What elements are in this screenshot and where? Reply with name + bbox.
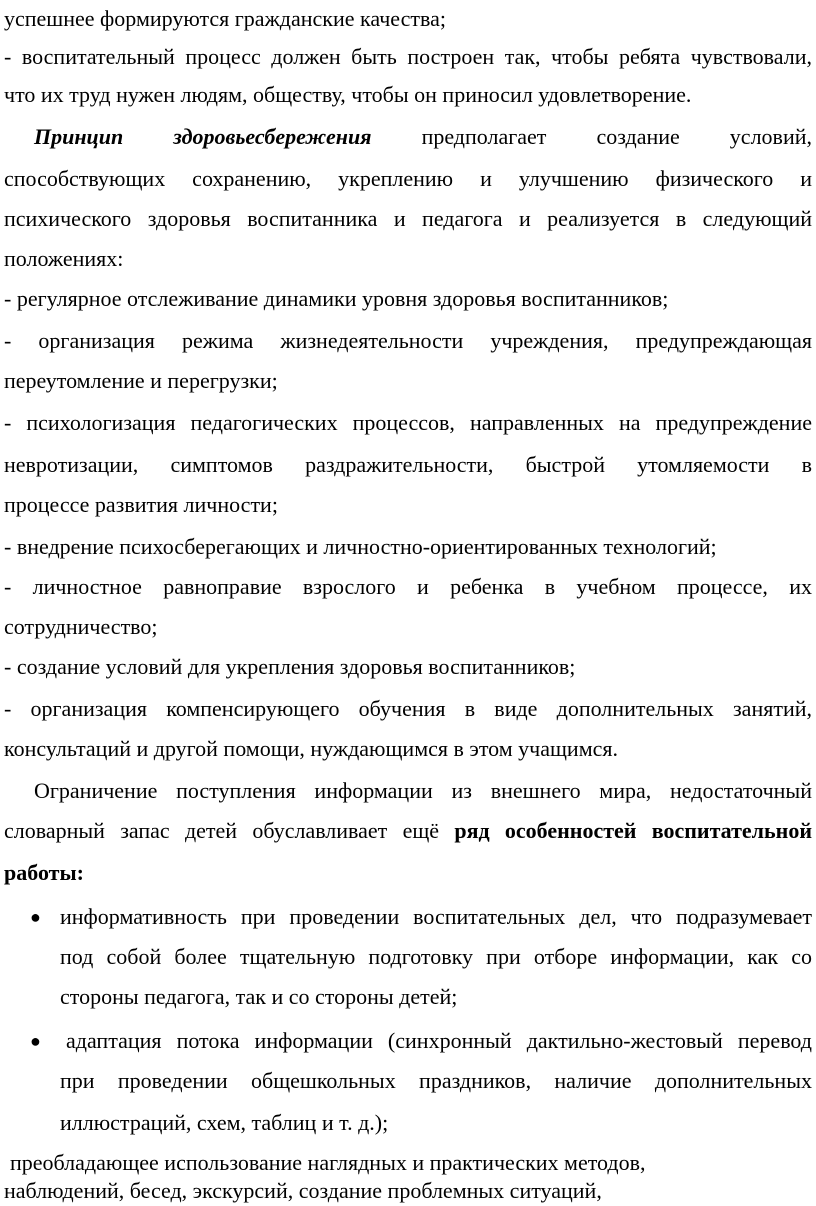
text-line: стороны педагога, так и со стороны детей; (60, 984, 458, 1009)
text-line: успешнее формируются гражданские качества; (4, 6, 446, 31)
text-fragment: словарный запас детей обуславливает ещё (4, 818, 440, 843)
bold-fragment: ряд особенностей воспитательной (454, 818, 813, 843)
bullet-icon: ● (30, 1031, 41, 1051)
text-line: - воспитательный процесс должен быть построен так, чтобы ребята чувствовали, (4, 44, 812, 69)
bullet-item: информативность при проведении воспитательных дел, что подразумевает (60, 904, 812, 929)
list-item: - личностное равноправие взрослого и ребенка в учебном процессе, их (4, 574, 812, 599)
text-line: сотрудничество; (4, 614, 158, 639)
bullet-item: адаптация потока информации (синхронный дактильно-жестовый перевод (66, 1028, 812, 1053)
text-line: что их труд нужен людям, обществу, чтобы он приносил удовлетворение. (4, 82, 692, 107)
section-label: работы: (4, 860, 84, 885)
list-item: - организация компенсирующего обучения в виде дополнительных занятий, (4, 696, 812, 721)
text-fragment: предполагает создание условий, (421, 124, 812, 149)
list-item: - психологизация педагогических процессов, направленных на предупреждение (4, 410, 812, 435)
list-item: - создание условий для укрепления здоровья воспитанников; (4, 654, 576, 679)
list-item: - регулярное отслеживание динамики уровня здоровья воспитанников; (4, 286, 669, 311)
text-line: положениях: (4, 246, 124, 271)
text-line: Ограничение поступления информации из внешнего мира, недостаточный (34, 778, 812, 803)
text-line: переутомление и перегрузки; (4, 368, 278, 393)
text-line: под собой более тщательную подготовку при отборе информации, как со (60, 944, 812, 969)
text-line: процессе развития личности; (4, 492, 278, 517)
text-line: преобладающее использование наглядных и практических методов, (10, 1150, 646, 1175)
list-item: - организация режима жизнедеятельности учреждения, предупреждающая (4, 328, 812, 353)
list-item: - внедрение психосберегающих и личностно-ориентированных технологий; (4, 534, 717, 559)
text-line: психического здоровья воспитанника и педагога и реализуется в следующий (4, 206, 812, 231)
principle-heading-line (4, 118, 812, 156)
text-line: при проведении общешкольных праздников, наличие дополнительных (60, 1068, 812, 1093)
text-line: невротизации, симптомов раздражительности, быстрой утомляемости в (4, 452, 812, 477)
text-line: иллюстраций, схем, таблиц и т. д.); (60, 1110, 389, 1135)
text-line (4, 812, 812, 850)
text-line: наблюдений, бесед, экскурсий, создание проблемных ситуаций, (4, 1178, 602, 1203)
principle-title: Принцип здоровьесбережения (34, 124, 372, 149)
bullet-icon: ● (30, 907, 41, 927)
text-line: способствующих сохранению, укреплению и улучшению физического и (4, 166, 812, 191)
text-line: консультаций и другой помощи, нуждающимся в этом учащимся. (4, 736, 619, 761)
